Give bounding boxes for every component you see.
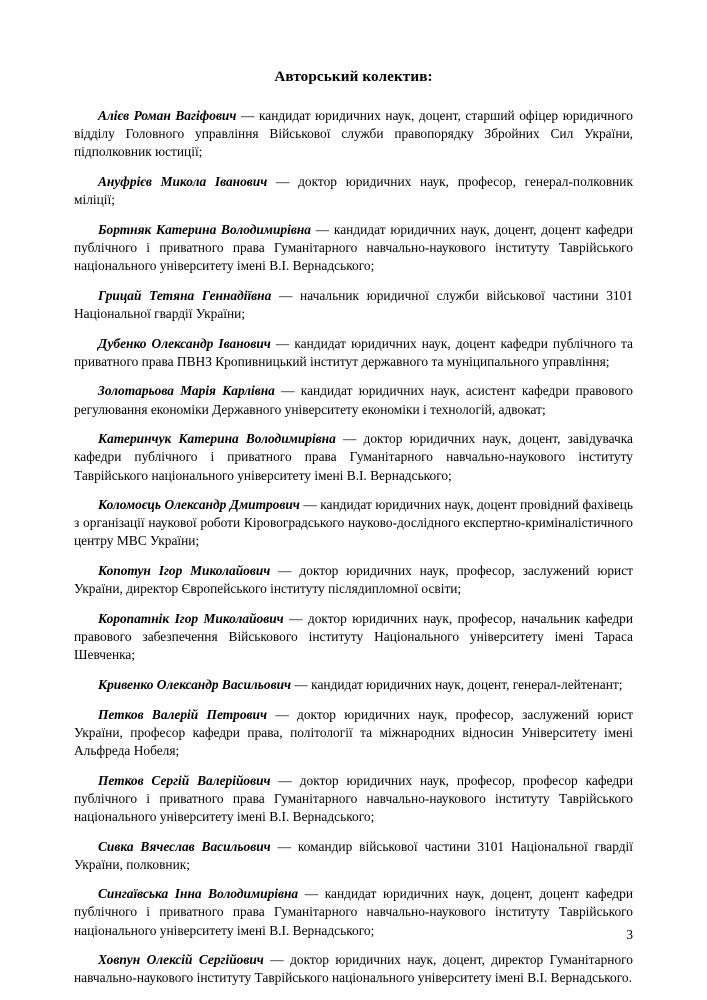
author-description: — доктор юридичних наук, професор, начальник кафедри правового забезпечення Військового інституту Національного університету імені Тараса Шевченка; [74, 610, 633, 663]
author-entry [74, 951, 633, 987]
author-entry [74, 676, 633, 694]
author-name: Бортняк Катерина Володимирівна [98, 221, 311, 237]
author-name: Ховпун Олексій Сергійович [98, 952, 264, 968]
author-description: — начальник юридичної служби військової частини 3101 Національної гвардії України; [74, 287, 633, 321]
author-description: — кандидат юридичних наук, асистент кафедри правового регулювання економіки Державного університету економіки і технологій, адвокат; [74, 383, 634, 417]
author-name: Алієв Роман Вагіфович [98, 108, 237, 123]
author-description: — доктор юридичних наук, професор, генерал-полковник міліції; [74, 173, 633, 208]
author-name: Кривенко Олександр Васильович [98, 676, 292, 692]
author-name: Петков Сергій Валерійович [98, 772, 271, 788]
author-entry [74, 885, 633, 939]
author-description: — доктор юридичних наук, професор, заслужений юрист України, професор кафедри права, політології та міжнародних відносин Університету імені Альфреда Нобеля; [74, 706, 633, 758]
page-title: Авторський колектив: [274, 68, 433, 85]
author-entry [74, 382, 633, 418]
author-name: Катеринчук Катерина Володимирівна [98, 431, 336, 447]
author-description: — доктор юридичних наук, доцент, директор Гуманітарного навчально-наукового інституту Таврійського національного університету імені В.І. Вернадського. [74, 952, 633, 986]
author-name: Сивка Вячеслав Васильович [98, 838, 271, 854]
author-name: Копотун Ігор Миколайович [98, 563, 271, 579]
author-description: — доктор юридичних наук, професор, професор кафедри публічного і приватного права Гуманітарного навчально-наукового інституту Таврійського національного університету імені В.І. Вернадського; [74, 772, 633, 824]
author-list [74, 107, 633, 988]
author-name: Дубенко Олександр Іванович [98, 335, 271, 351]
author-entry [74, 706, 633, 760]
author-entry [74, 221, 633, 275]
page-number: 3 [626, 927, 633, 942]
author-entry [74, 562, 633, 598]
author-entry [74, 772, 633, 826]
author-entry [74, 335, 633, 371]
author-entry [74, 610, 633, 664]
author-description: — кандидат юридичних наук, доцент кафедри публічного та приватного права ПВНЗ Кропивницький інститут державного та муніципального управління; [74, 335, 633, 369]
author-name: Золотарьова Марія Карлівна [98, 383, 275, 399]
author-name: Коломоєць Олександр Дмитрович [98, 497, 300, 513]
author-entry [74, 496, 633, 550]
author-entry [74, 838, 633, 874]
author-description: — командир військової частини 3101 Національної гвардії України, полковник; [74, 838, 633, 872]
author-name: Коропатнік Ігор Миколайович [98, 610, 284, 626]
author-name: Ануфрієв Микола Іванович [98, 173, 268, 189]
author-name: Сингаївська Інна Володимирівна [98, 886, 299, 902]
author-description: — кандидат юридичних наук, доцент, доцент кафедри публічного і приватного права Гуманітарного навчально-наукового інституту Таврійського національного університету імені В.І. Вернадського; [74, 886, 633, 938]
author-description: — кандидат юридичних наук, доцент провідний фахівець з організації наукової роботи Кіровоградського науково-дослідного експертно-криміналістичного центру МВС України; [74, 497, 633, 549]
author-entry [74, 107, 633, 161]
author-name: Петков Валерій Петрович [98, 706, 267, 722]
author-description: — кандидат юридичних наук, доцент, доцент кафедри публічного і приватного права Гуманітарного навчально-наукового інституту Таврійського національного університету імені В.І. Вернадського; [74, 221, 633, 274]
author-entry [74, 287, 633, 323]
author-name: Грицай Тетяна Геннадіївна [98, 287, 272, 303]
author-description: — кандидат юридичних наук, доцент, генерал-лейтенант; [291, 676, 623, 692]
author-entry [74, 430, 633, 484]
author-description: — кандидат юридичних наук, доцент, старший офіцер юридичного відділу Головного управління Військової служби правопорядку Збройних Сил України, підполковник юстиції; [74, 108, 633, 160]
author-description: — доктор юридичних наук, професор, заслужений юрист України, директор Європейського інституту післядипломної освіти; [74, 563, 633, 597]
author-entry [74, 173, 633, 209]
author-description: — доктор юридичних наук, доцент, завідувачка кафедри публічного і приватного права Гуманітарного навчально-наукового інституту Таврійського національного університету імені В.І. Вернадського; [74, 431, 633, 483]
